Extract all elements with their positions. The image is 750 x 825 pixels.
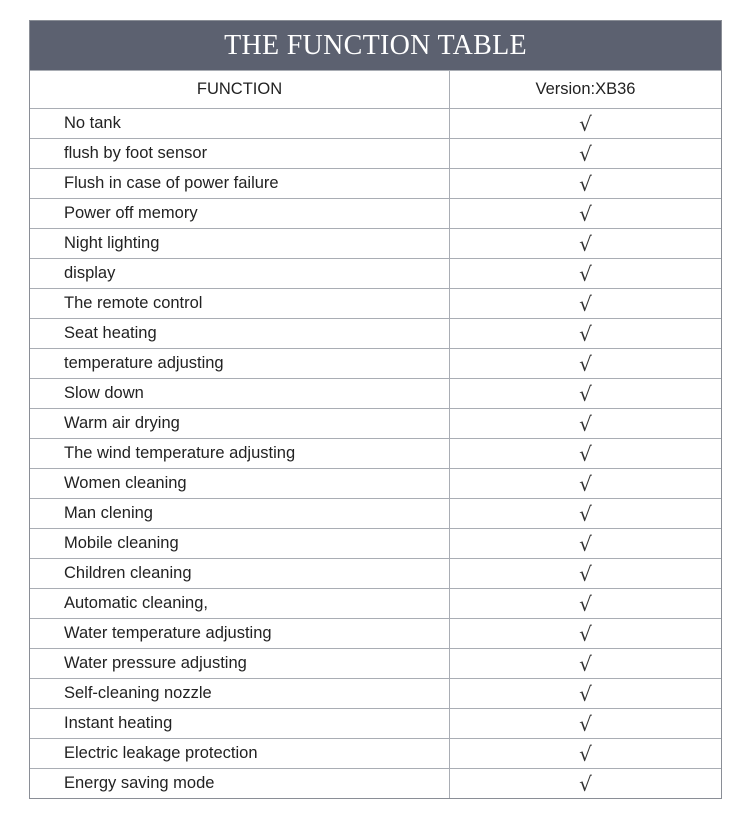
checkmark-icon: √ xyxy=(579,411,592,436)
checkmark-icon: √ xyxy=(579,591,592,616)
table-row xyxy=(30,138,721,168)
checkmark-icon: √ xyxy=(579,261,592,286)
checkmark-icon: √ xyxy=(579,111,592,136)
table-row xyxy=(30,408,721,438)
version-cell xyxy=(450,439,721,468)
checkmark-icon: √ xyxy=(579,171,592,196)
table-body xyxy=(30,108,721,798)
checkmark-icon: √ xyxy=(579,501,592,526)
table-row xyxy=(30,378,721,408)
version-cell xyxy=(450,589,721,618)
table-header-row xyxy=(30,70,721,108)
table-row xyxy=(30,558,721,588)
function-name: Water pressure adjusting xyxy=(30,649,450,678)
function-name: Children cleaning xyxy=(30,559,450,588)
table-row xyxy=(30,258,721,288)
function-name: temperature adjusting xyxy=(30,349,450,378)
checkmark-icon: √ xyxy=(579,711,592,736)
version-cell xyxy=(450,409,721,438)
function-name: Self-cleaning nozzle xyxy=(30,679,450,708)
table-row xyxy=(30,708,721,738)
function-name: Night lighting xyxy=(30,229,450,258)
table-title: THE FUNCTION TABLE xyxy=(30,21,721,70)
function-name: display xyxy=(30,259,450,288)
version-cell xyxy=(450,229,721,258)
function-name: Electric leakage protection xyxy=(30,739,450,768)
table-row xyxy=(30,348,721,378)
table-row xyxy=(30,588,721,618)
table-row xyxy=(30,288,721,318)
checkmark-icon: √ xyxy=(579,141,592,166)
checkmark-icon: √ xyxy=(579,681,592,706)
function-name: The wind temperature adjusting xyxy=(30,439,450,468)
checkmark-icon: √ xyxy=(579,381,592,406)
version-cell xyxy=(450,499,721,528)
version-cell xyxy=(450,109,721,138)
version-cell xyxy=(450,379,721,408)
table-row xyxy=(30,318,721,348)
function-name: flush by foot sensor xyxy=(30,139,450,168)
version-cell xyxy=(450,469,721,498)
function-name: The remote control xyxy=(30,289,450,318)
table-row xyxy=(30,198,721,228)
function-name: Instant heating xyxy=(30,709,450,738)
table-row xyxy=(30,108,721,138)
function-name: Power off memory xyxy=(30,199,450,228)
checkmark-icon: √ xyxy=(579,351,592,376)
column-header-version: Version:XB36 xyxy=(535,80,636,98)
version-cell xyxy=(450,739,721,768)
table-row xyxy=(30,768,721,798)
version-cell xyxy=(450,649,721,678)
function-name: No tank xyxy=(30,109,450,138)
checkmark-icon: √ xyxy=(579,321,592,346)
version-cell xyxy=(450,619,721,648)
table-row xyxy=(30,228,721,258)
function-name: Warm air drying xyxy=(30,409,450,438)
function-name: Man clening xyxy=(30,499,450,528)
version-cell xyxy=(450,709,721,738)
function-name: Slow down xyxy=(30,379,450,408)
version-cell xyxy=(450,139,721,168)
table-row xyxy=(30,618,721,648)
version-cell xyxy=(450,199,721,228)
table-row xyxy=(30,468,721,498)
version-cell xyxy=(450,319,721,348)
column-header-function: FUNCTION xyxy=(30,71,450,108)
version-cell xyxy=(450,559,721,588)
checkmark-icon: √ xyxy=(579,531,592,556)
checkmark-icon: √ xyxy=(579,231,592,256)
table-row xyxy=(30,498,721,528)
checkmark-icon: √ xyxy=(579,651,592,676)
version-cell xyxy=(450,769,721,798)
version-cell xyxy=(450,349,721,378)
function-name: Mobile cleaning xyxy=(30,529,450,558)
table-row xyxy=(30,168,721,198)
function-name: Flush in case of power failure xyxy=(30,169,450,198)
function-name: Women cleaning xyxy=(30,469,450,498)
checkmark-icon: √ xyxy=(579,471,592,496)
table-row xyxy=(30,678,721,708)
function-table xyxy=(29,20,722,799)
table-row xyxy=(30,438,721,468)
checkmark-icon: √ xyxy=(579,741,592,766)
function-name: Energy saving mode xyxy=(30,769,450,798)
function-name: Water temperature adjusting xyxy=(30,619,450,648)
table-row xyxy=(30,528,721,558)
table-row xyxy=(30,648,721,678)
table-row xyxy=(30,738,721,768)
checkmark-icon: √ xyxy=(579,561,592,586)
function-name: Seat heating xyxy=(30,319,450,348)
function-name: Automatic cleaning, xyxy=(30,589,450,618)
version-cell xyxy=(450,169,721,198)
checkmark-icon: √ xyxy=(579,441,592,466)
version-cell xyxy=(450,529,721,558)
checkmark-icon: √ xyxy=(579,621,592,646)
checkmark-icon: √ xyxy=(579,201,592,226)
checkmark-icon: √ xyxy=(579,771,592,796)
checkmark-icon: √ xyxy=(579,291,592,316)
version-cell xyxy=(450,259,721,288)
version-cell xyxy=(450,679,721,708)
version-cell xyxy=(450,289,721,318)
